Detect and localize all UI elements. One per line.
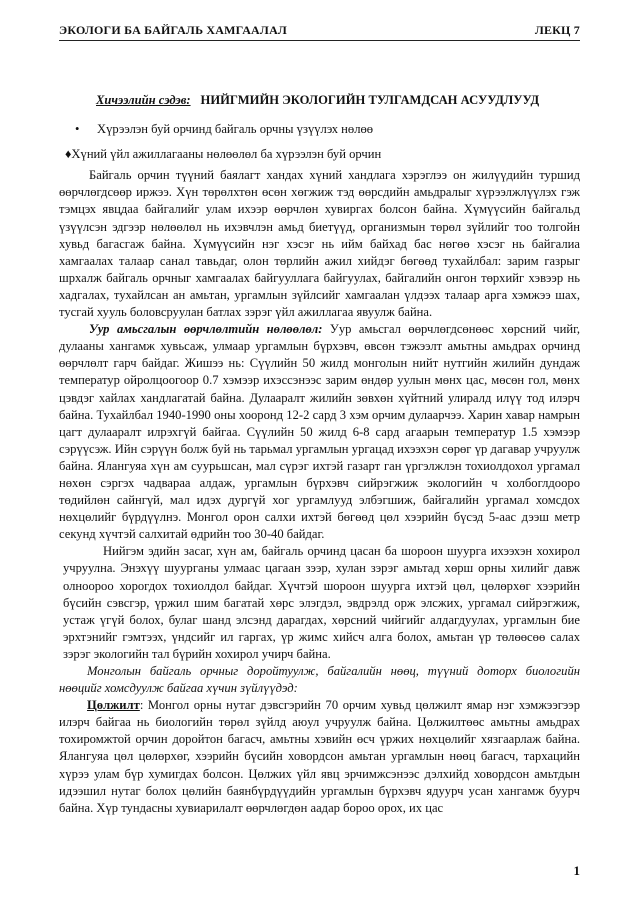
paragraph-intro: Байгаль орчин түүний баялагт хандах хүний хандлага хэрэглээ он жилүүдийн туршид өөрчлөгдсөөр иржээ. Хүн төрөлхтөн өсөн хөгжиж тэд өөрсдийн амьдралыг хүрээлжлүүлэх гэж тэмцэх явцдаа байгалийг улам ихээр өөрчлөн хувиргах болсон байна. Хүмүүсийн байгальд үзүүлсэн эдгээр нөлөөлөл нь ихэвчлэн амьд биетүүд, организмын төрөл зүйлийг тоо толгойн хувьд багасгаж байна. Хүмүүсийн нэг хэсэг нь ийм байхад бас нөгөө хэсэг нь байгалиа хамгаалах талаар санал тавьдаг, олон төрлийн ажил хийдэг бөгөөд тухайлбал: зарим газрыг шрхалж байгаль орчныг хамгаалах байгууллага байгуулах, байгалийн онгон төрхийг хэвээр нь хадгалах, тухайлсан ан амьтан, ургамлын зүйлсийг хамгаалан үлдээх талаар арга хэмжээ шах, тусгай хууль боловсруулан батлах зэрэг үйл ажиллагаа явуулж байна. xyxy=(59,168,580,320)
bullet-item xyxy=(75,121,580,138)
paragraph-factors: Монголын байгаль орчныг доройтуулж, байгалийн нөөц, түүний доторх биологийн нөөцийг хомсдуулж байгаа хүчин зүйлүүдэд: xyxy=(59,664,580,696)
document-body xyxy=(59,92,580,817)
desertification-text: : Монгол орны нутаг дэвсгэрийн 70 орчим хувьд цөлжилт ямар нэг хэмжээгээр илэрч байгаа нь биологийн төрөл зүйлд аюул учруулж байна. Цөлжилтөөс амьтны амьдрах тохиромжтой орчин доройтон багасч, амьтны хэвийн өсч үржих нөхцөлийг хязгаарлаж байна. Ялангуяа цөл цөлөрхөг, хээрийн бүсийн ховордсон амьтан ургамлын нөөц багасч, тархацийн хүрээ улам бүр хумигдах болсон. Цөлжих үйл явц эрчимжсэнээс дэлхийд ховордсон амьтдын идээшил нутаг болох цөлийн баянбүрдүүдийн ургамлын бүрхэвч ядуурч усан хангамж буурч байна. Хүр тундасны хувиарилалт өөрчлөгдөн аадар бороо орох, их цас xyxy=(59,698,580,815)
bullet-text: ♦Хүний үйл ажиллагааны нөлөөлөл ба хүрээлэн буй орчин xyxy=(65,147,382,162)
paragraph-desertification xyxy=(59,697,580,817)
paragraph-storms: Нийгэм эдийн засаг, хүн ам, байгаль орчинд цасан ба шороон шуурга ихээхэн хохирол учруулна. Энэхүү шуурганы улмаас цагаан зээр, хулан зэрэг амьтад хөрш орны хилийг давж олноороо хорогдох тохиолдол байдаг. Хүчтэй шороон шуурга ихтэй цөл, цөлөрхөг хээрийн бүсийн сэвсгэр, үржил шим багатай хөрс элэгдэл, эвдрэлд орж элсжих, ургамал сийрэгжиж, устаж үгүй болох, булаг шанд элсэнд дарагдах, хөрсний чийгийг алдагдуулах, ургамлын бие эрхтэнийг гэмтээх, үндсийг ил гаргах, үр жимс хийсч алга болох, амьтан үр төлөөсөө салах зэрэг экологийн тал бүрийн хохирол учирч байна. xyxy=(63,544,580,661)
header-course-title: ЭКОЛОГИ БА БАЙГАЛЬ ХАМГААЛАЛ xyxy=(59,23,288,37)
bullet-dot-icon: • xyxy=(75,122,80,137)
header-lecture-number: ЛЕКЦ 7 xyxy=(534,23,580,37)
climate-heading: Уур амьсгалын өөрчлөлтийн нөлөөлөл: xyxy=(89,322,323,337)
bullet-item-diamond xyxy=(65,146,580,163)
paragraph-climate xyxy=(59,321,580,543)
desertification-heading: Цөлжилт xyxy=(87,698,140,713)
page-number: 1 xyxy=(573,863,580,878)
climate-text: Уур амьсгал өөрчлөгдсөнөөс хөрсний чийг, дулааны хангамж хувьсаж, улмаар ургамлын бүрхэвч, өвсөн тэжээлт амьтны амьдрах орчинд өөрчлөлт гарч байдаг. Жишээ нь: Сүүлийн 50 жилд монголын нийт нутгийн жилийн дундаж температур ойролцоогоор 0.7 хэмээр ихэссэнээс зарим өндөр уулын мөнх цас, мөсөн гол, мөнх цэвдэг хайлах хандлагатай байна. Дулааралт жилийн зөвхөн хүйтний улиралд илүү тод илэрч байна. Тухайлбал 1940-1990 оны хооронд 12-2 сард 3 хэм орчим дулаарчээ. Харин хавар намрын цагт дулааралт илрэхгүй байгаа. Сүүлийн 50 жилд 6-8 сард агаарын температур 1.5 хэмээр сэрүүсэж. Ийн сэрүүн болж буй нь тарьмал ургамлын ургацад ихээхэн сөрөг үр дагавар учруулж байна. Ялангуяа хүн ам суурьшсан, мал сүрэг ихтэй газарт ган үргэлжлэн тохиолдохол ургамал нөхөн сэргэх чадвараа алдаж, ургамлын бүрхэвч сийрэгжиж экологийн ч холбоглдооро төдийлөн сайнгүй, мал идэх дургүй хог ургамлууд элбэгшиж, байгалийн ургамал хомсдох нөхцөлийг бүрдүүлнэ. Монгол орон салхи ихтэй бөгөөд цөл хээрийн бүсэд 5-аас дээш метр секунд хүчтэй салхитай өдрийн тоо 30-40 байдаг. xyxy=(59,322,581,542)
topic-label: Хичээлийн сэдэв: xyxy=(96,93,191,107)
topic-title: НИЙГМИЙН ЭКОЛОГИЙН ТУЛГАМДСАН АСУУДЛУУД xyxy=(200,93,540,107)
header-divider xyxy=(59,40,580,41)
bullet-text: Хүрээлэн буй орчинд байгаль орчны үзүүлэх нөлөө xyxy=(97,122,374,137)
topic-line xyxy=(96,92,580,109)
page-header xyxy=(59,23,580,39)
